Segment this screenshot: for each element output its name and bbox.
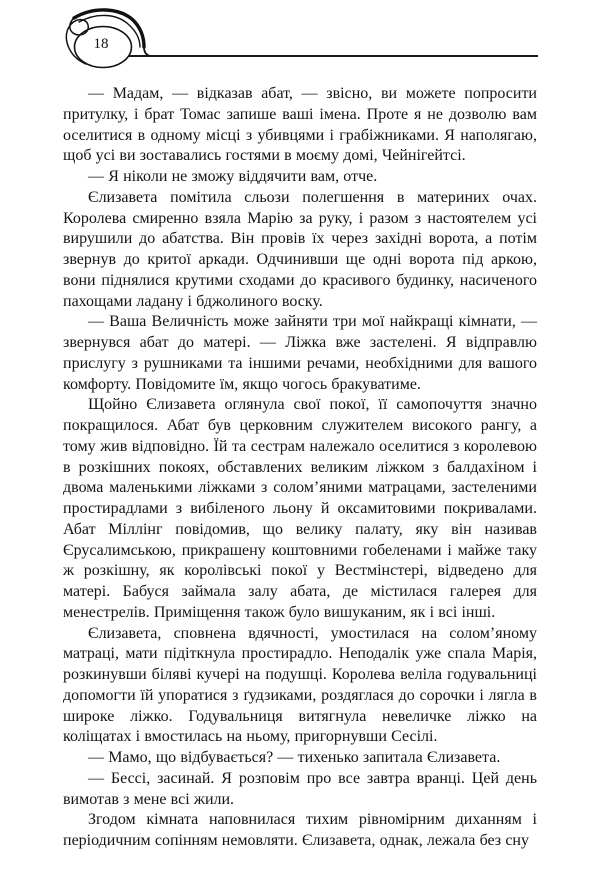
body-paragraph: Щойно Єлизавета оглянула свої покої, її самопочуття значно покращилося. Абат був церковним служителем високого рангу, а тому жив відповідно. Їй та сестрам належало оселитися з королевою в розкішних покоях, обставлених великим ліжком з балдахіном і двома маленькими ліжками з солом’яними матрацами, застеленими простирадлами з вибіленого льону й оксамитовими покривалами. Абат Міллінг повідомив, що велику палату, яку він називав Єрусалимською, прикрашену коштовними гобеленами і майже таку ж розкішну, як королівські покої у Вестмінстері, відведено для матері. Бабуся займала залу абата, де містилася галерея для менестрелів. Приміщення також було вишуканим, як і всі інші. xyxy=(63,396,537,621)
body-paragraph: Згодом кімната наповнилася тихим рівномірним диханням і періодичним сопінням немовляти. Єлизавета, однак, лежала без сну xyxy=(63,811,537,849)
page-body xyxy=(63,84,537,852)
body-paragraph: — Бессі, засинай. Я розповім про все завтра вранці. Цей день вимотав з мене всі жили. xyxy=(63,769,537,808)
page-number: 18 xyxy=(93,36,109,52)
page-header xyxy=(0,0,600,80)
body-paragraph: — Мадам, — відказав абат, — звісно, ви можете попросити притулку, і брат Томас запише ваші імена. Проте я не дозволю вам оселитися в одному місці з убивцями і грабіжниками. Я наполягаю, щоб усі ви зоставались гостями в моєму домі, Чейнігейтсі. xyxy=(63,85,537,165)
body-paragraph: Єлизавета помітила сльози полегшення в материних очах. Королева смиренно взяла Марію за руку, і разом з настоятелем усі вирушили до абатства. Він провів їх через західні ворота, а потім звернув до критої аркади. Одчинивши ще одні ворота під аркою, вони піднялися крутими сходами до красивого будинку, насиченого пахощами ладану і бджолиного воску. xyxy=(63,188,537,310)
body-paragraph: — Я ніколи не зможу віддячити вам, отче. xyxy=(88,168,378,185)
header-rule xyxy=(129,55,538,57)
body-paragraph: — Мамо, що відбувається? — тихенько запитала Єлизавета. xyxy=(88,749,501,766)
body-paragraph: Єлизавета, сповнена вдячності, умостилася на солом’яному матраці, мати підіткнула простирадло. Неподалік уже спала Марія, розкинувши біляві кучері на подушці. Королева веліла годувальниці допомогти їй упоратися з ґудзиками, роздяглася до сорочки і лягла в широке ліжко. Годувальниця витягнула невеличке ліжко на коліщатах і вмостилась на ньому, пригорнувши Сесілі. xyxy=(63,624,537,746)
body-paragraph: — Ваша Величність може зайняти три мої найкращі кімнати, — звернувся абат до матері. — Ліжка вже застелені. Я відправлю прислугу з рушниками та іншими речами, необхідними для вашого комфорту. Повідомите їм, якщо чогось бракуватиме. xyxy=(63,313,537,393)
